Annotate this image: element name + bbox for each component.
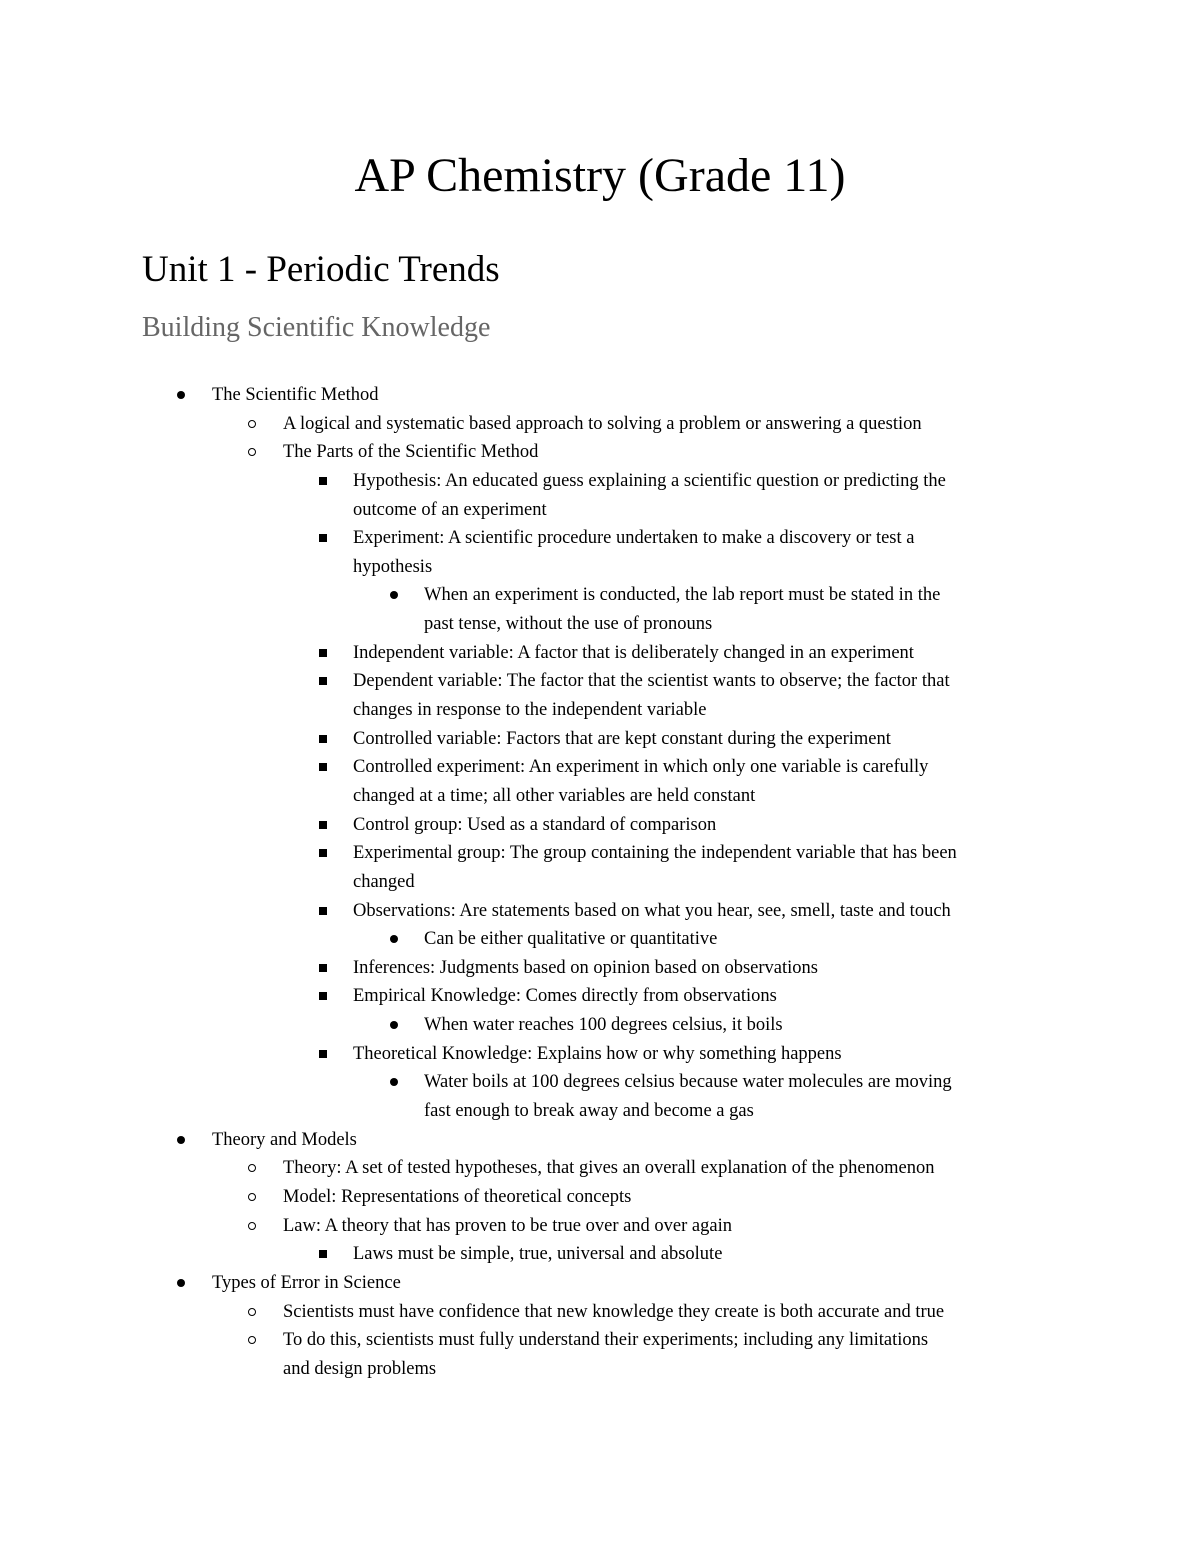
filled-square-bullet-icon bbox=[319, 649, 327, 657]
outline-line bbox=[0, 467, 1200, 496]
outline-text: Empirical Knowledge: Comes directly from observations bbox=[353, 986, 777, 1007]
outline-text: The Parts of the Scientific Method bbox=[283, 442, 539, 463]
hollow-circle-bullet-icon bbox=[248, 1308, 256, 1316]
section-heading: Building Scientific Knowledge bbox=[142, 312, 491, 343]
hollow-circle-bullet-icon bbox=[248, 1164, 256, 1172]
hollow-circle-bullet-icon bbox=[248, 448, 256, 456]
outline-line bbox=[0, 1097, 1200, 1126]
outline-line bbox=[0, 1240, 1200, 1269]
hollow-circle-bullet-icon bbox=[248, 420, 256, 428]
outline-text: Control group: Used as a standard of comparison bbox=[353, 814, 717, 835]
filled-square-bullet-icon bbox=[319, 763, 327, 771]
outline-text: changed at a time; all other variables are held constant bbox=[353, 785, 756, 806]
outline-line bbox=[0, 581, 1200, 610]
outline-text: Observations: Are statements based on what you hear, see, smell, taste and touch bbox=[353, 900, 951, 921]
outline-line bbox=[0, 1269, 1200, 1298]
filled-square-bullet-icon bbox=[319, 477, 327, 485]
filled-square-bullet-icon bbox=[319, 1050, 327, 1058]
outline-line bbox=[0, 868, 1200, 897]
outline-line bbox=[0, 811, 1200, 840]
outline-text: outcome of an experiment bbox=[353, 499, 547, 520]
outline-text: Controlled experiment: An experiment in which only one variable is carefully bbox=[353, 757, 929, 778]
outline-text: Theoretical Knowledge: Explains how or why something happens bbox=[353, 1043, 842, 1064]
outline-line bbox=[0, 610, 1200, 639]
document-title: AP Chemistry (Grade 11) bbox=[354, 149, 846, 202]
outline-text: and design problems bbox=[283, 1358, 437, 1379]
outline-text: Types of Error in Science bbox=[212, 1272, 401, 1293]
outline-line bbox=[0, 1326, 1200, 1355]
outline-text: A logical and systematic based approach to solving a problem or answering a question bbox=[283, 413, 922, 434]
outline-text: past tense, without the use of pronouns bbox=[424, 614, 713, 635]
outline-text: Inferences: Judgments based on opinion based on observations bbox=[353, 957, 818, 978]
filled-square-bullet-icon bbox=[319, 907, 327, 915]
outline-text: Experiment: A scientific procedure undertaken to make a discovery or test a bbox=[353, 528, 915, 549]
outline-text: changed bbox=[353, 871, 415, 892]
outline-text: Experimental group: The group containing the independent variable that has been bbox=[353, 843, 957, 864]
outline-line bbox=[0, 954, 1200, 983]
outline-line bbox=[0, 1040, 1200, 1069]
outline-line bbox=[0, 381, 1200, 410]
filled-circle-bullet-icon bbox=[177, 391, 185, 399]
outline-text: Hypothesis: An educated guess explaining a scientific question or predicting the bbox=[353, 470, 946, 491]
outline-line bbox=[0, 1126, 1200, 1155]
outline-text: hypothesis bbox=[353, 556, 433, 577]
outline-text: The Scientific Method bbox=[212, 385, 379, 405]
outline-line bbox=[0, 1355, 1200, 1384]
outline-text: Theory: A set of tested hypotheses, that gives an overall explanation of the phenomenon bbox=[283, 1158, 935, 1179]
filled-square-bullet-icon bbox=[319, 534, 327, 542]
hollow-circle-bullet-icon bbox=[248, 1336, 256, 1344]
outline-line bbox=[0, 410, 1200, 439]
hollow-circle-bullet-icon bbox=[248, 1222, 256, 1230]
outline-line bbox=[0, 1068, 1200, 1097]
outline-line bbox=[0, 667, 1200, 696]
outline-text: Model: Representations of theoretical concepts bbox=[283, 1186, 632, 1207]
bulleted-outline bbox=[0, 381, 1200, 1383]
outline-text: Water boils at 100 degrees celsius because water molecules are moving bbox=[424, 1072, 952, 1093]
outline-line bbox=[0, 524, 1200, 553]
filled-circle-bullet-icon bbox=[390, 935, 398, 943]
outline-text: fast enough to break away and become a gas bbox=[424, 1101, 754, 1122]
outline-line bbox=[0, 782, 1200, 811]
filled-square-bullet-icon bbox=[319, 677, 327, 685]
filled-circle-bullet-icon bbox=[390, 1021, 398, 1029]
outline-text: Controlled variable: Factors that are kept constant during the experiment bbox=[353, 728, 891, 749]
outline-line bbox=[0, 925, 1200, 954]
filled-square-bullet-icon bbox=[319, 821, 327, 829]
filled-circle-bullet-icon bbox=[390, 591, 398, 599]
outline-text: When water reaches 100 degrees celsius, it boils bbox=[424, 1015, 783, 1036]
outline-text: Can be either qualitative or quantitative bbox=[424, 929, 718, 950]
filled-square-bullet-icon bbox=[319, 1250, 327, 1258]
outline-line bbox=[0, 496, 1200, 525]
unit-heading: Unit 1 - Periodic Trends bbox=[142, 249, 500, 290]
outline-line bbox=[0, 725, 1200, 754]
outline-line bbox=[0, 438, 1200, 467]
outline-line bbox=[0, 639, 1200, 668]
filled-square-bullet-icon bbox=[319, 735, 327, 743]
outline-line bbox=[0, 553, 1200, 582]
outline-text: Law: A theory that has proven to be true over and over again bbox=[283, 1215, 732, 1236]
outline-text: Laws must be simple, true, universal and absolute bbox=[353, 1244, 723, 1265]
filled-square-bullet-icon bbox=[319, 992, 327, 1000]
filled-square-bullet-icon bbox=[319, 964, 327, 972]
outline-line bbox=[0, 1011, 1200, 1040]
outline-line bbox=[0, 897, 1200, 926]
filled-circle-bullet-icon bbox=[390, 1078, 398, 1086]
filled-circle-bullet-icon bbox=[177, 1279, 185, 1287]
filled-square-bullet-icon bbox=[319, 849, 327, 857]
outline-text: When an experiment is conducted, the lab report must be stated in the bbox=[424, 585, 941, 606]
hollow-circle-bullet-icon bbox=[248, 1193, 256, 1201]
outline-line bbox=[0, 982, 1200, 1011]
outline-line bbox=[0, 696, 1200, 725]
outline-text: Dependent variable: The factor that the scientist wants to observe; the factor that bbox=[353, 671, 950, 692]
outline-line bbox=[0, 1212, 1200, 1241]
outline-text: Scientists must have confidence that new knowledge they create is both accurate and true bbox=[283, 1301, 945, 1322]
outline-text: Independent variable: A factor that is deliberately changed in an experiment bbox=[353, 642, 914, 663]
outline-line bbox=[0, 1183, 1200, 1212]
outline-line bbox=[0, 839, 1200, 868]
outline-line bbox=[0, 1154, 1200, 1183]
outline-text: changes in response to the independent variable bbox=[353, 700, 707, 721]
outline-text: To do this, scientists must fully understand their experiments; including any limitations bbox=[283, 1330, 929, 1351]
outline-line bbox=[0, 1298, 1200, 1327]
outline-line bbox=[0, 753, 1200, 782]
outline-text: Theory and Models bbox=[212, 1129, 357, 1150]
filled-circle-bullet-icon bbox=[177, 1136, 185, 1144]
